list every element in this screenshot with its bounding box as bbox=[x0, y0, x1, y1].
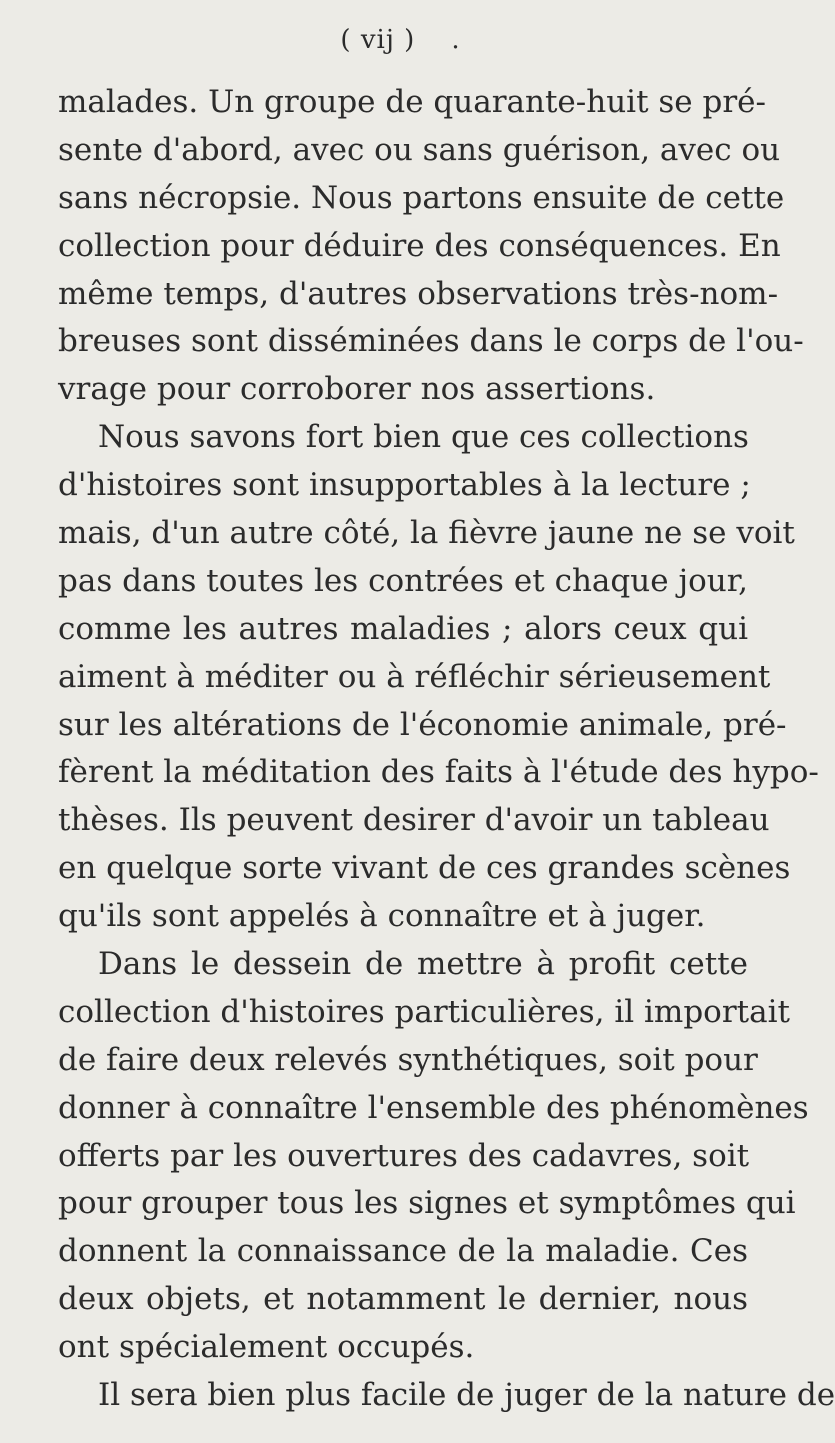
page-header bbox=[0, 24, 801, 56]
text-line: Nous savons fort bien que ces collections bbox=[98, 419, 749, 456]
text-line: vrage pour corroborer nos assertions. bbox=[58, 371, 656, 408]
text-line: fèrent la méditation des faits à l'étude des hypo- bbox=[58, 754, 819, 791]
text-line: deux objets, et notamment le dernier, nous bbox=[58, 1281, 748, 1318]
text-line: sur les altérations de l'économie animale, pré- bbox=[58, 706, 787, 743]
text-line: donner à connaître l'ensemble des phénomènes bbox=[58, 1089, 809, 1126]
text-line: en quelque sorte vivant de ces grandes scènes bbox=[58, 850, 791, 887]
text-line: collection pour déduire des conséquences. En bbox=[58, 227, 781, 264]
header-marker: . bbox=[451, 25, 461, 55]
text-line: malades. Un groupe de quarante-huit se pré- bbox=[58, 84, 766, 120]
text-line: collection d'histoires particulières, il importait bbox=[58, 993, 790, 1030]
body-text bbox=[58, 79, 835, 1420]
text-line: donnent la connaissance de la maladie. Ces bbox=[58, 1233, 748, 1270]
text-line: d'histoires sont insupportables à la lecture ; bbox=[58, 467, 751, 504]
text-line: thèses. Ils peuvent desirer d'avoir un tableau bbox=[58, 802, 770, 839]
text-line: aiment à méditer ou à réfléchir sérieusement bbox=[58, 658, 771, 695]
text-line: breuses sont disséminées dans le corps de l'ou- bbox=[58, 323, 804, 360]
text-line: même temps, d'autres observations très-nom- bbox=[58, 275, 779, 312]
text-line: comme les autres maladies ; alors ceux qui bbox=[58, 610, 748, 647]
text-line: Il sera bien plus facile de juger de la nature de bbox=[98, 1377, 835, 1414]
text-line: pas dans toutes les contrées et chaque jour, bbox=[58, 562, 748, 599]
text-line: pour grouper tous les signes et symptômes qui bbox=[58, 1185, 796, 1222]
text-line: offerts par les ouvertures des cadavres, soit bbox=[58, 1137, 750, 1174]
text-line: Dans le dessein de mettre à profit cette bbox=[98, 946, 748, 983]
text-line: ont spécialement occupés. bbox=[58, 1329, 475, 1366]
text-line: mais, d'un autre côté, la fièvre jaune ne se voit bbox=[58, 515, 795, 552]
page-number: ( vij ) bbox=[340, 25, 416, 55]
text-line: sans nécropsie. Nous partons ensuite de cette bbox=[58, 179, 785, 216]
text-line: qu'ils sont appelés à connaître et à juger. bbox=[58, 898, 706, 935]
text-line: sente d'abord, avec ou sans guérison, avec ou bbox=[58, 131, 781, 168]
text-line: de faire deux relevés synthétiques, soit pour bbox=[58, 1041, 758, 1078]
